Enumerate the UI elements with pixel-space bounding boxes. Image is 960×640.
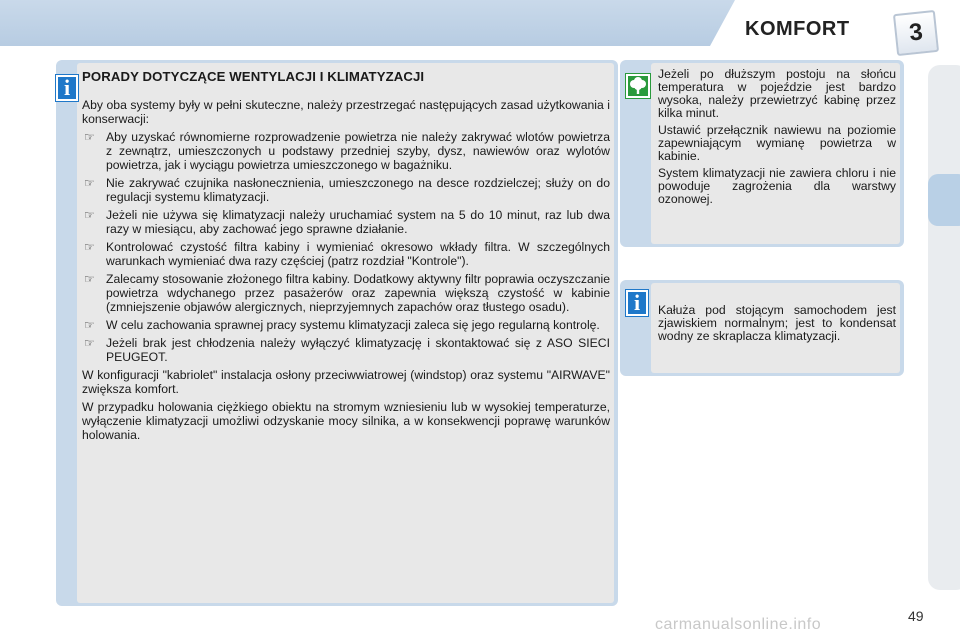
list-item: ☞ Jeżeli brak jest chłodzenia należy wyłączyć klimatyzację i skontaktować się z ASO SIECI PEUGEOT.: [82, 336, 610, 364]
side-tab-strip: [928, 65, 960, 590]
eco-note: [658, 68, 896, 210]
eco-tree-icon: [626, 74, 650, 98]
info-note: [658, 304, 896, 347]
info-paragraph: Kałuża pod stojącym samochodem jest zjawiskiem normalnym; jest to kondensat wodny ze skraplacza klimatyzacji.: [658, 303, 896, 343]
list-item: ☞ Jeżeli nie używa się klimatyzacji należy uruchamiać system na 5 do 10 minut, raz lub dwa razy w miesiącu, aby zachować jego sprawne działanie.: [82, 208, 610, 236]
main-content: [82, 70, 610, 446]
advice-list: [82, 130, 610, 364]
eco-paragraph: Ustawić przełącznik nawiewu na poziomie zapewniającym wymianę powietrza w kabinie.: [658, 123, 896, 163]
list-item: ☞ W celu zachowania sprawnej pracy systemu klimatyzacji zaleca się jego regularną kontrolę.: [82, 318, 610, 332]
eco-paragraph: Jeżeli po dłuższym postoju na słońcu temperatura w pojeździe jest bardzo wysoka, należy przewietrzyć kabinę przez kilka minut.: [658, 67, 896, 120]
info-icon: i: [56, 75, 78, 101]
list-item: ☞ Zalecamy stosowanie złożonego filtra kabiny. Dodatkowy aktywny filtr poprawia oczyszczanie powietrza wdychanego przez pasażerów oraz zapewnia większą czystość w kabinie (zmniejszenie objawów alergicznych, nieprzyjemnych zapachów oraz tłustego osadu).: [82, 272, 610, 314]
chapter-number-badge: 3: [893, 10, 939, 56]
eco-paragraph: System klimatyzacji nie zawiera chloru i nie powoduje zagrożenia dla warstwy ozonowej.: [658, 166, 896, 206]
section-heading: PORADY DOTYCZĄCE WENTYLACJI I KLIMATYZACJI: [82, 69, 425, 84]
page-title: KOMFORT: [745, 18, 850, 40]
list-item: ☞ Nie zakrywać czujnika nasłonecznienia, umieszczonego na desce rozdzielczej; służy on do regulacji systemu klimatyzacji.: [82, 176, 610, 204]
intro-paragraph: Aby oba systemy były w pełni skuteczne, należy przestrzegać następujących zasad użytkowania i konserwacji:: [82, 98, 610, 126]
page-number: 49: [908, 608, 924, 624]
cabriolet-paragraph: W konfiguracji "kabriolet" instalacja osłony przeciwwiatrowej (windstop) oraz systemu "AIRWAVE" zwiększa komfort.: [82, 368, 610, 396]
list-item: ☞ Aby uzyskać równomierne rozprowadzenie powietrza nie należy zakrywać wlotów powietrza z zewnątrz, umieszczonych u podstawy przedniej szyby, dysz, nawiewów oraz wylotów powietrza, jak i wyciągu powietrza umieszczonego w bagażniku.: [82, 130, 610, 172]
watermark: carmanualsonline.info: [655, 616, 822, 633]
list-item: ☞ Kontrolować czystość filtra kabiny i wymieniać okresowo wkłady filtra. W szczególnych warunkach wymieniać dwa razy częściej (patrz rozdział "Kontrole").: [82, 240, 610, 268]
side-tab-active: [928, 174, 960, 226]
towing-paragraph: W przypadku holowania ciężkiego obiektu na stromym wzniesieniu lub w wysokiej temperaturze, wyłączenie klimatyzacji umożliwi odzyskanie mocy silnika, a w konsekwencji poprawę warunków holowania.: [82, 400, 610, 442]
info-icon: i: [626, 290, 648, 316]
